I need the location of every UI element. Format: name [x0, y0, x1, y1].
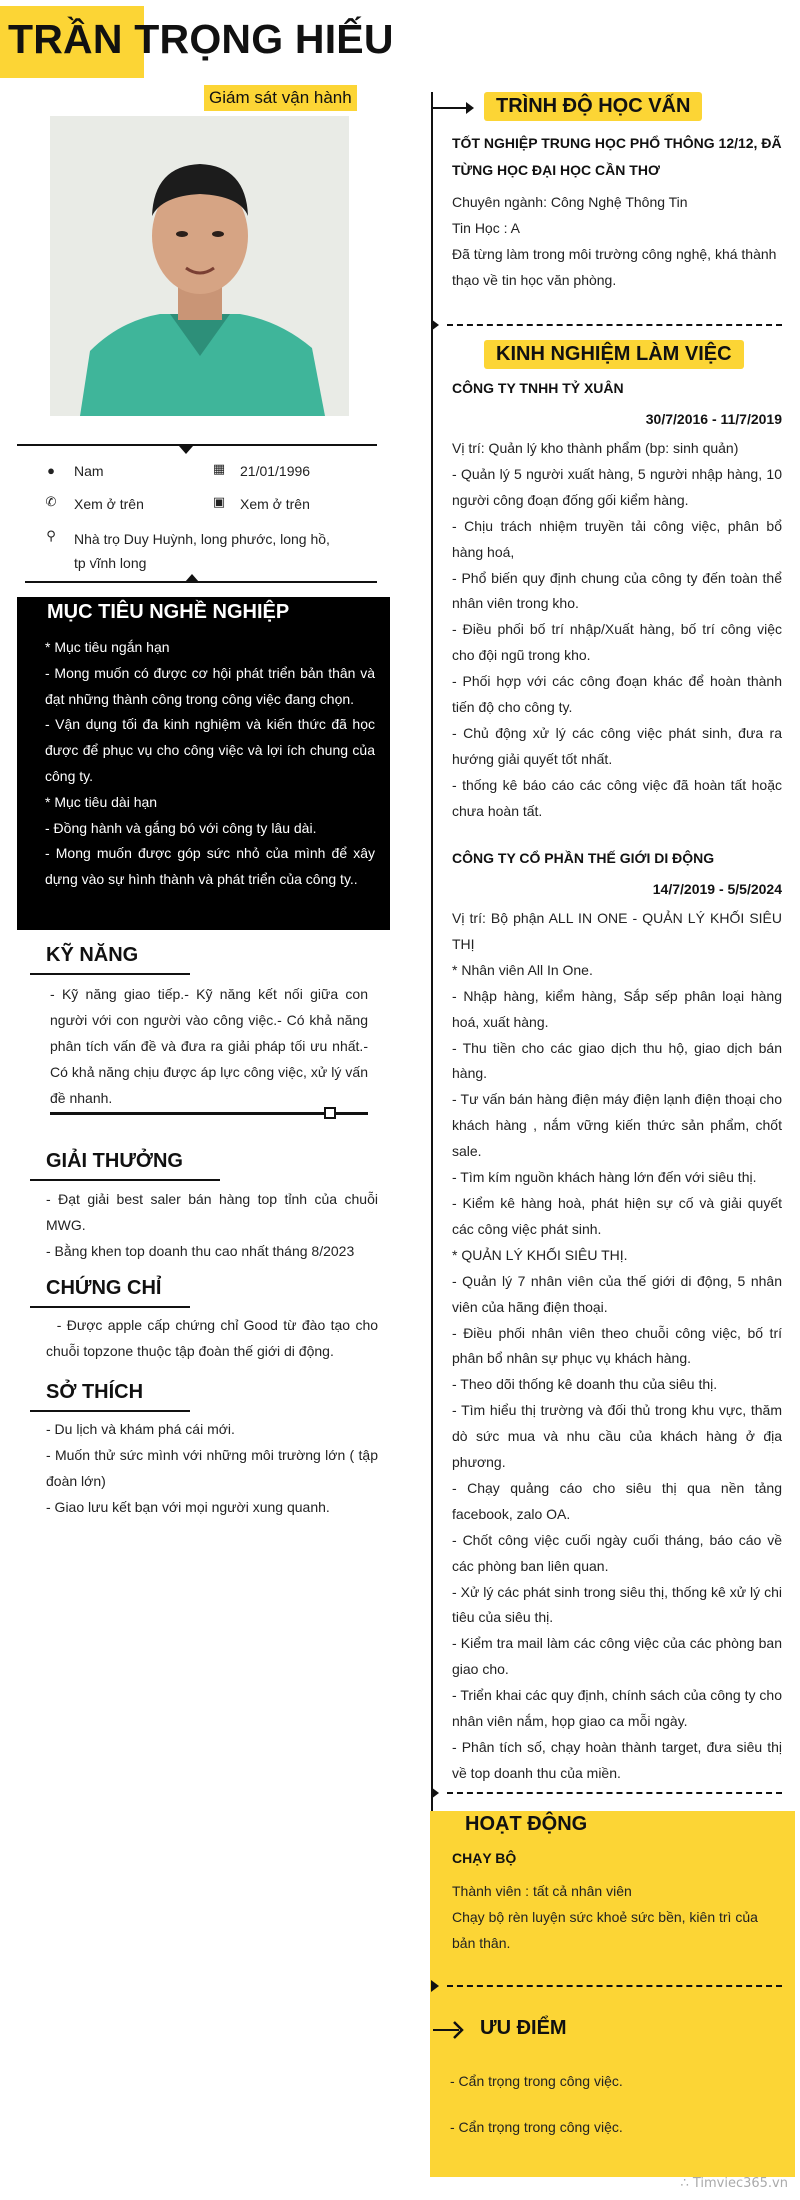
phone-icon: ✆: [45, 494, 57, 509]
timeline-marker-icon: [431, 319, 439, 331]
skill-level-track: [50, 1112, 368, 1115]
job-line: - Triển khai các quy định, chính sách của công ty cho nhân viên nắm, họp giao ca mỗi ngày.: [452, 1687, 782, 1730]
job-line: - Phân tích số, chạy hoàn thành target, đưa siêu thị về top doanh thu của miền.: [452, 1739, 782, 1781]
divider-pointer-down: [179, 446, 193, 454]
experience-title: KINH NGHIỆM LÀM VIỆC: [484, 340, 744, 369]
job-line: - Chạy quảng cáo cho siêu thị qua nền tảng facebook, zalo OA.: [452, 1479, 782, 1522]
job-details: [452, 906, 782, 1787]
job-line: - Chịu trách nhiệm truyền tải công việc, phân bổ hàng hoá,: [452, 517, 782, 560]
timeline-marker-icon: [431, 1787, 439, 1799]
awards-title: GIẢI THƯỞNG: [46, 1150, 183, 1172]
job-line: - Nhập hàng, kiểm hàng, Sắp sếp phân loại hàng hoá, xuất hàng.: [452, 987, 782, 1030]
location-icon: ⚲: [46, 528, 56, 543]
person-icon: ●: [47, 463, 55, 478]
job-period: 30/7/2016 - 11/7/2019: [645, 411, 782, 427]
hobbies-title: SỞ THÍCH: [46, 1381, 144, 1403]
job-line: * QUẢN LÝ KHỐI SIÊU THỊ.: [452, 1246, 628, 1263]
strengths-body: [450, 2058, 780, 2150]
awards-title-underline: [30, 1179, 220, 1181]
objective-title: MỤC TIÊU NGHỀ NGHIỆP: [47, 601, 290, 623]
job-line: - Tìm hiểu thị trường và đối thủ trong khu vực, thăm dò sức mua và nhu cầu của khách hàng ở địa phương.: [452, 1402, 782, 1471]
job-company: CÔNG TY TNHH TỶ XUÂN: [452, 380, 624, 396]
section-separator: [447, 1792, 782, 1794]
certificates-title: CHỨNG CHỈ: [46, 1277, 162, 1299]
objective-body: [45, 635, 375, 893]
gender-value: Nam: [74, 463, 104, 479]
job-title: Giám sát vận hành: [204, 85, 357, 111]
job-line: - Phối hợp với các công đoạn khác để hoàn thành tiến độ cho công ty.: [452, 673, 782, 716]
career-objective-box: [17, 597, 390, 930]
job-line: Vị trí: Quản lý kho thành phẩm (bp: sinh quản): [452, 440, 739, 456]
email-value: Xem ở trên: [240, 496, 310, 512]
job-period: 14/7/2019 - 5/5/2024: [652, 881, 782, 897]
section-separator: [447, 1985, 782, 1987]
job-line: - Chủ động xử lý các công việc phát sinh, đưa ra hướng giải quyết tốt nhất.: [452, 724, 782, 767]
job-line: - Tư vấn bán hàng điện máy điện lạnh điện thoại cho khách hàng , nắm vững kiến thức sản phẩm, chốt sale.: [452, 1091, 782, 1160]
objective-line: - Vận dụng tối đa kinh nghiệm và kiến thức đã học được để phục vụ cho công việc và lợi ích chung của công ty.: [45, 716, 375, 784]
job-line: - thống kê báo cáo các công việc đã hoàn tất hoặc chưa hoàn tất.: [452, 776, 782, 819]
profile-photo-illustration: [50, 116, 349, 416]
strength-line: - Cẩn trọng trong công việc.: [450, 2119, 623, 2135]
activities-title: HOẠT ĐỘNG: [465, 1813, 588, 1835]
job-line: - Kiểm kê hàng hoà, phát hiện sự cố và giải quyết các công việc phát sinh.: [452, 1194, 782, 1237]
job-line: Vị trí: Bộ phận ALL IN ONE - QUẢN LÝ KHỐI SIÊU THỊ: [452, 910, 782, 952]
job-company: CÔNG TY CỔ PHẦN THẾ GIỚI DI ĐỘNG: [452, 850, 715, 866]
job-line: - Kiểm tra mail làm các công việc của các phòng ban giao cho.: [452, 1635, 782, 1678]
objective-line: - Mong muốn có được cơ hội phát triển bản thân và đạt những thành công trong công việc đang chọn.: [45, 664, 375, 707]
strengths-chevron-icon: [452, 2020, 464, 2040]
education-body: [452, 190, 782, 294]
education-line: Đã từng làm trong môi trường công nghệ, khá thành thạo về tin học văn phòng.: [452, 245, 777, 288]
activity-name: CHẠY BỘ: [452, 1850, 517, 1866]
address-value: Nhà trọ Duy Huỳnh, long phước, long hồ, tp vĩnh long: [74, 531, 330, 571]
certificates-text: - Được apple cấp chứng chỉ Good từ đào tạo cho chuỗi topzone thuộc tập đoàn thế giới di động.: [46, 1317, 382, 1359]
objective-line: * Mục tiêu dài hạn: [45, 793, 158, 810]
email-icon: ▣: [212, 494, 226, 509]
job-line: - Tìm kím nguồn khách hàng lớn đến với siêu thị.: [452, 1169, 757, 1186]
awards-body: [46, 1187, 378, 1265]
strengths-title: ƯU ĐIỂM: [480, 2017, 567, 2039]
job-line: - Phổ biến quy định chung của công ty đến toàn thể nhân viên trong kho.: [452, 569, 782, 612]
skills-title-underline: [30, 973, 190, 975]
job-details: [452, 436, 782, 825]
info-bottom-divider: [25, 581, 377, 583]
education-arrow-icon: [466, 102, 474, 114]
job-line: - Chốt công việc cuối ngày cuối tháng, báo cáo về các phòng ban liên quan.: [452, 1531, 782, 1574]
skill-level-knob: [324, 1107, 336, 1119]
candidate-name: TRẦN TRỌNG HIẾU: [8, 16, 394, 62]
award-line: - Đạt giải best saler bán hàng top tỉnh của chuỗi MWG.: [46, 1191, 378, 1233]
education-heading: TỐT NGHIỆP TRUNG HỌC PHỔ THÔNG 12/12, ĐÃ TỪNG HỌC ĐẠI HỌC CẦN THƠ: [452, 135, 782, 178]
job-line: - Thu tiền cho các giao dịch thu hộ, giao dịch bán hàng.: [452, 1039, 782, 1082]
timeline-marker-icon: [431, 1980, 439, 1992]
job-line: - Điều phối bố trí nhập/Xuất hàng, bố trí công việc cho đội ngũ trong kho.: [452, 621, 782, 664]
skills-title: KỸ NĂNG: [46, 944, 139, 966]
job-line: - Theo dõi thống kê doanh thu của siêu thị.: [452, 1376, 718, 1393]
job-line: - Xử lý các phát sinh trong siêu thị, thống kê xử lý chi tiêu của siêu thị.: [452, 1583, 782, 1626]
objective-line: * Mục tiêu ngắn hạn: [45, 639, 170, 655]
education-title: TRÌNH ĐỘ HỌC VẤN: [484, 92, 702, 121]
hobbies-title-underline: [30, 1410, 190, 1412]
objective-line: - Đồng hành và gắng bó với công ty lâu dài.: [45, 819, 317, 836]
activity-line: Chạy bộ rèn luyện sức khoẻ sức bền, kiên trì của bản thân.: [452, 1908, 758, 1951]
hobby-line: - Muốn thử sức mình với những môi trường lớn ( tập đoàn lớn): [46, 1446, 378, 1489]
hobby-line: - Giao lưu kết bạn với mọi người xung quanh.: [46, 1498, 330, 1515]
phone-value: Xem ở trên: [74, 496, 144, 512]
watermark: ∴ Timviec365.vn: [680, 2176, 788, 2191]
education-line: Chuyên ngành: Công Nghệ Thông Tin: [452, 194, 688, 210]
certificates-title-underline: [30, 1306, 190, 1308]
activity-body: [452, 1879, 782, 1957]
job-line: * Nhân viên All In One.: [452, 961, 593, 978]
award-line: - Bằng khen top doanh thu cao nhất tháng 8/2023: [46, 1242, 355, 1259]
info-top-divider: [17, 444, 377, 446]
objective-line: - Mong muốn được góp sức nhỏ của mình để xây dựng vào sự hình thành và phát triển của công ty..: [45, 845, 375, 888]
section-separator: [447, 324, 782, 326]
profile-photo: [50, 116, 349, 416]
hobby-line: - Du lịch và khám phá cái mới.: [46, 1421, 235, 1437]
education-connector: [433, 107, 467, 109]
hobbies-body: [46, 1417, 378, 1521]
skills-text: - Kỹ năng giao tiếp.- Kỹ năng kết nối giữa con người với con người vào công việc.- Có khả năng phân tích vấn đề và đưa ra giải pháp tối ưu nhất.- Có khả năng chịu được áp lực công việc, xử lý vấn đề nhanh.: [50, 986, 368, 1106]
job-line: - Quản lý 7 nhân viên của thế giới di động, 5 nhân viên của hãng điện thoại.: [452, 1272, 782, 1315]
strength-line: - Cẩn trọng trong công việc.: [450, 2073, 623, 2089]
calendar-icon: ▦: [212, 461, 226, 476]
activity-line: Thành viên : tất cả nhân viên: [452, 1883, 632, 1899]
education-line: Tin Học : A: [452, 219, 520, 236]
job-line: - Điều phối nhân viên theo chuỗi công việc, bố trí phân bổ nhân sự phục vụ khách hàng.: [452, 1324, 782, 1367]
job-line: - Quản lý 5 người xuất hàng, 5 người nhập hàng, 10 người công đoạn đống gối kiểm hàng.: [452, 465, 782, 508]
birthday-value: 21/01/1996: [240, 463, 311, 479]
